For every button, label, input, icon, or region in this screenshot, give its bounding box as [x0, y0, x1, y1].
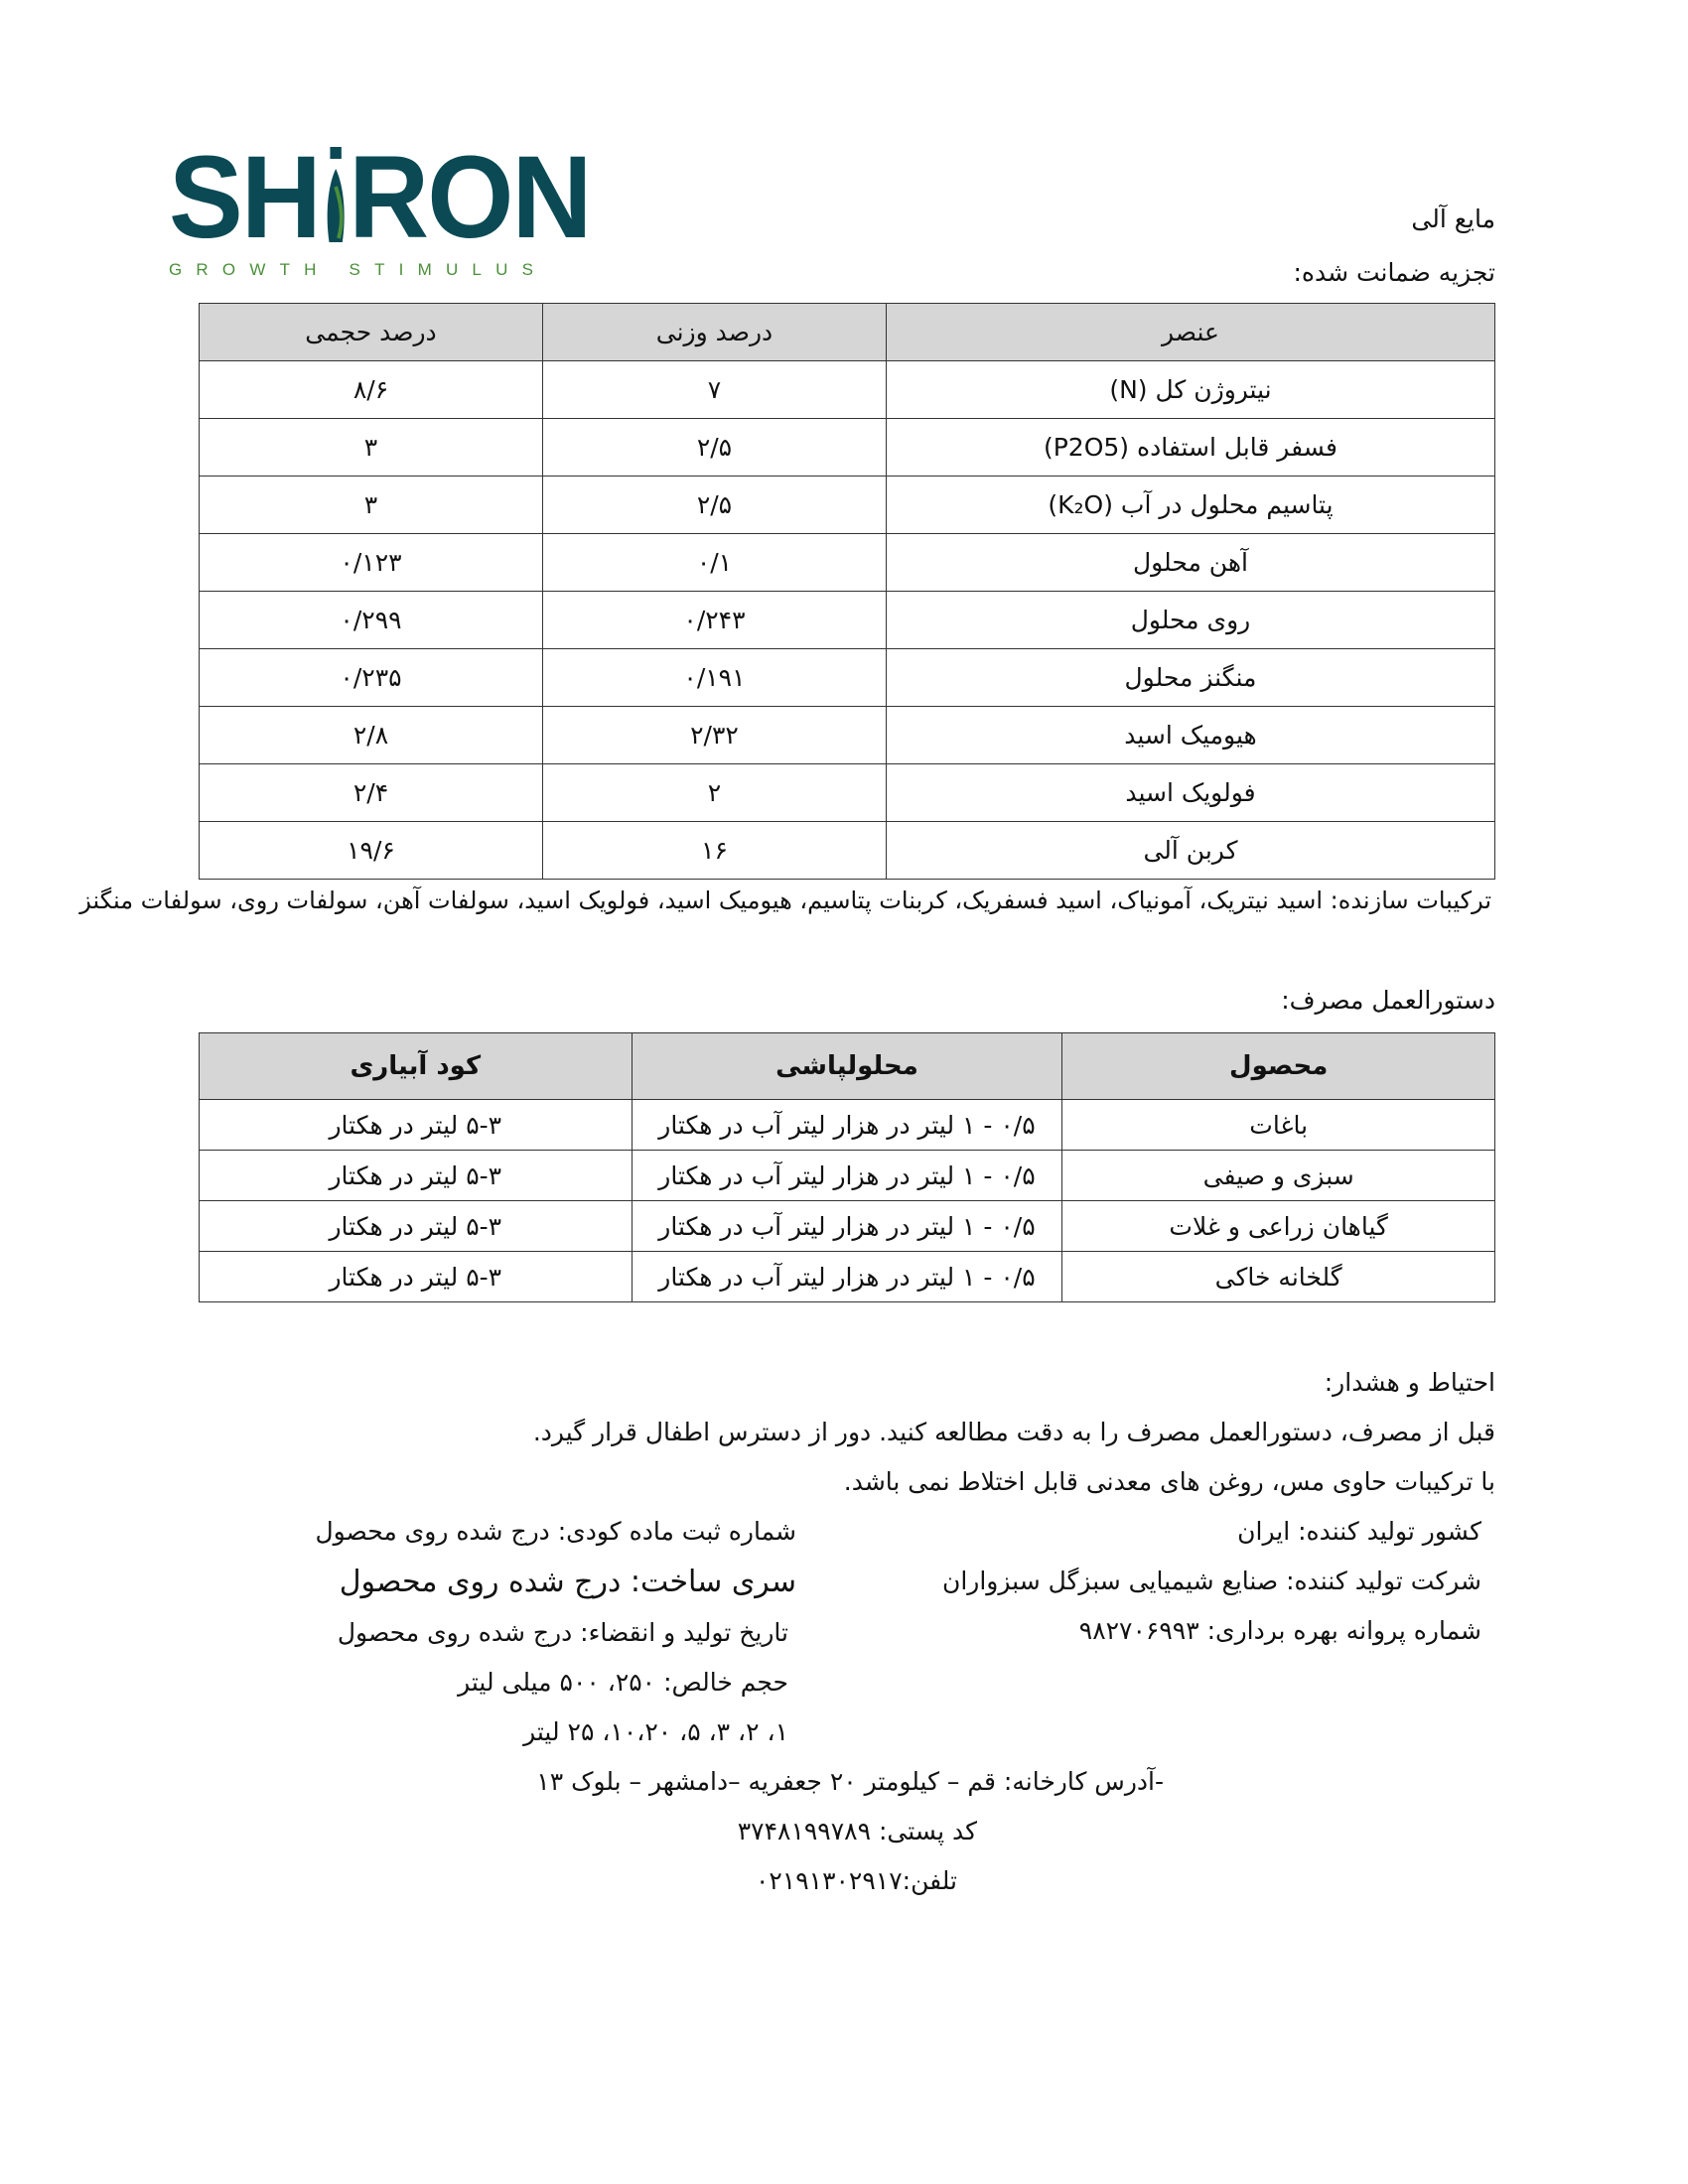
table-row	[200, 1100, 1495, 1151]
usage-title: دستورالعمل مصرف:	[1281, 986, 1495, 1015]
cell-volume: ۳	[200, 419, 543, 477]
table-row	[200, 1201, 1495, 1252]
warning-line: قبل از مصرف، دستورالعمل مصرف را به دقت مطالعه کنید. دور از دسترس اطفال قرار گیرد.	[532, 1418, 1495, 1446]
cell-volume: ۲/۴	[200, 764, 543, 822]
table-row	[200, 419, 1495, 477]
cell-volume: ۰/۲۹۹	[200, 592, 543, 649]
cell-weight: ۰/۲۴۳	[542, 592, 886, 649]
table-row	[200, 1252, 1495, 1302]
cell-weight: ۲	[542, 764, 886, 822]
cell-product: باغات	[1062, 1100, 1495, 1151]
net-volume-liters: ۱، ۲، ۳، ۵، ۱۰،۲۰، ۲۵ لیتر	[523, 1717, 788, 1746]
cell-volume: ۱۹/۶	[200, 822, 543, 880]
cell-foliar: ۰/۵ - ۱ لیتر در هزار لیتر آب در هکتار	[632, 1151, 1062, 1201]
postal-code: کد پستی: ۳۷۴۸۱۹۹۷۸۹	[737, 1817, 977, 1845]
sprout-icon	[326, 147, 347, 246]
logo-wordmark	[169, 132, 591, 263]
batch-number: سری ساخت: درج شده روی محصول	[339, 1565, 796, 1599]
cell-weight: ۷	[542, 361, 886, 419]
header-element: عنصر	[886, 304, 1494, 361]
cell-element: فسفر قابل استفاده (P2O5)	[886, 419, 1494, 477]
country-of-origin: کشور تولید کننده: ایران	[1237, 1517, 1481, 1546]
header-foliar-spray: محلولپاشی	[632, 1033, 1062, 1100]
table-row	[200, 822, 1495, 880]
header-weight-percent: درصد وزنی	[542, 304, 886, 361]
header-fertigation: کود آبیاری	[200, 1033, 633, 1100]
cell-product: گیاهان زراعی و غلات	[1062, 1201, 1495, 1252]
license-number: شماره پروانه بهره برداری: ۹۸۲۷۰۶۹۹۳	[1078, 1616, 1481, 1645]
product-title: مایع آلی	[1411, 205, 1495, 233]
cell-volume: ۲/۸	[200, 707, 543, 764]
cell-element: آهن محلول	[886, 534, 1494, 592]
registration-number: شماره ثبت ماده کودی: درج شده روی محصول	[315, 1517, 796, 1546]
table-row	[200, 649, 1495, 707]
cell-weight: ۲/۵	[542, 477, 886, 534]
table-row	[200, 707, 1495, 764]
company-logo	[169, 132, 591, 279]
table-header-row	[200, 304, 1495, 361]
warning-line: با ترکیبات حاوی مس، روغن های معدنی قابل اختلاط نمی باشد.	[843, 1467, 1495, 1496]
table-row	[200, 764, 1495, 822]
cell-element: فولویک اسید	[886, 764, 1494, 822]
ingredients-text: ترکیبات سازنده: اسید نیتریک، آمونیاک، اسید فسفریک، کربنات پتاسیم، هیومیک اسید، فولویک اسید، سولفات آهن، سولفات روی، سولفات منگنز	[79, 887, 1491, 914]
cell-fertigation: ۵-۳ لیتر در هکتار	[200, 1252, 633, 1302]
logo-letter-i	[320, 139, 349, 256]
cell-fertigation: ۵-۳ لیتر در هکتار	[200, 1100, 633, 1151]
cell-foliar: ۰/۵ - ۱ لیتر در هزار لیتر آب در هکتار	[632, 1252, 1062, 1302]
cell-volume: ۸/۶	[200, 361, 543, 419]
table-row	[200, 477, 1495, 534]
logo-word-right: RON	[349, 132, 591, 263]
table-header-row	[200, 1033, 1495, 1100]
cell-weight: ۱۶	[542, 822, 886, 880]
cell-weight: ۰/۱	[542, 534, 886, 592]
cell-element: منگنز محلول	[886, 649, 1494, 707]
cell-foliar: ۰/۵ - ۱ لیتر در هزار لیتر آب در هکتار	[632, 1100, 1062, 1151]
cell-volume: ۳	[200, 477, 543, 534]
logo-tagline: GROWTH STIMULUS	[169, 260, 548, 279]
cell-fertigation: ۵-۳ لیتر در هکتار	[200, 1201, 633, 1252]
table-row	[200, 592, 1495, 649]
table-row	[200, 361, 1495, 419]
cell-element: روی محلول	[886, 592, 1494, 649]
cell-weight: ۰/۱۹۱	[542, 649, 886, 707]
cell-foliar: ۰/۵ - ۱ لیتر در هزار لیتر آب در هکتار	[632, 1201, 1062, 1252]
usage-table	[199, 1032, 1495, 1302]
cell-element: نیتروژن کل (N)	[886, 361, 1494, 419]
factory-address: -آدرس کارخانه: قم – کیلومتر ۲۰ جعفریه –دامشهر – بلوک ۱۳	[536, 1767, 1164, 1796]
logo-word-left: SH	[169, 132, 320, 263]
cell-product: گلخانه خاکی	[1062, 1252, 1495, 1302]
net-volume: حجم خالص: ۲۵۰، ۵۰۰ میلی لیتر	[458, 1668, 788, 1697]
header-product: محصول	[1062, 1033, 1495, 1100]
header-volume-percent: درصد حجمی	[200, 304, 543, 361]
cell-element: پتاسیم محلول در آب (K₂O)	[886, 477, 1494, 534]
cell-fertigation: ۵-۳ لیتر در هکتار	[200, 1151, 633, 1201]
cell-product: سبزی و صیفی	[1062, 1151, 1495, 1201]
analysis-title: تجزیه ضمانت شده:	[1293, 258, 1495, 287]
cell-weight: ۲/۵	[542, 419, 886, 477]
cell-volume: ۰/۲۳۵	[200, 649, 543, 707]
cell-element: کربن آلی	[886, 822, 1494, 880]
cell-element: هیومیک اسید	[886, 707, 1494, 764]
cell-volume: ۰/۱۲۳	[200, 534, 543, 592]
manufacturer: شرکت تولید کننده: صنایع شیمیایی سبزگل سبزواران	[941, 1567, 1481, 1595]
analysis-table	[199, 303, 1495, 880]
production-expiry-date: تاریخ تولید و انقضاء: درج شده روی محصول	[337, 1618, 788, 1647]
table-row	[200, 534, 1495, 592]
warning-title: احتیاط و هشدار:	[1324, 1368, 1495, 1397]
cell-weight: ۲/۳۲	[542, 707, 886, 764]
phone-number: تلفن:۰۲۱۹۱۳۰۲۹۱۷	[755, 1866, 957, 1895]
table-row	[200, 1151, 1495, 1201]
